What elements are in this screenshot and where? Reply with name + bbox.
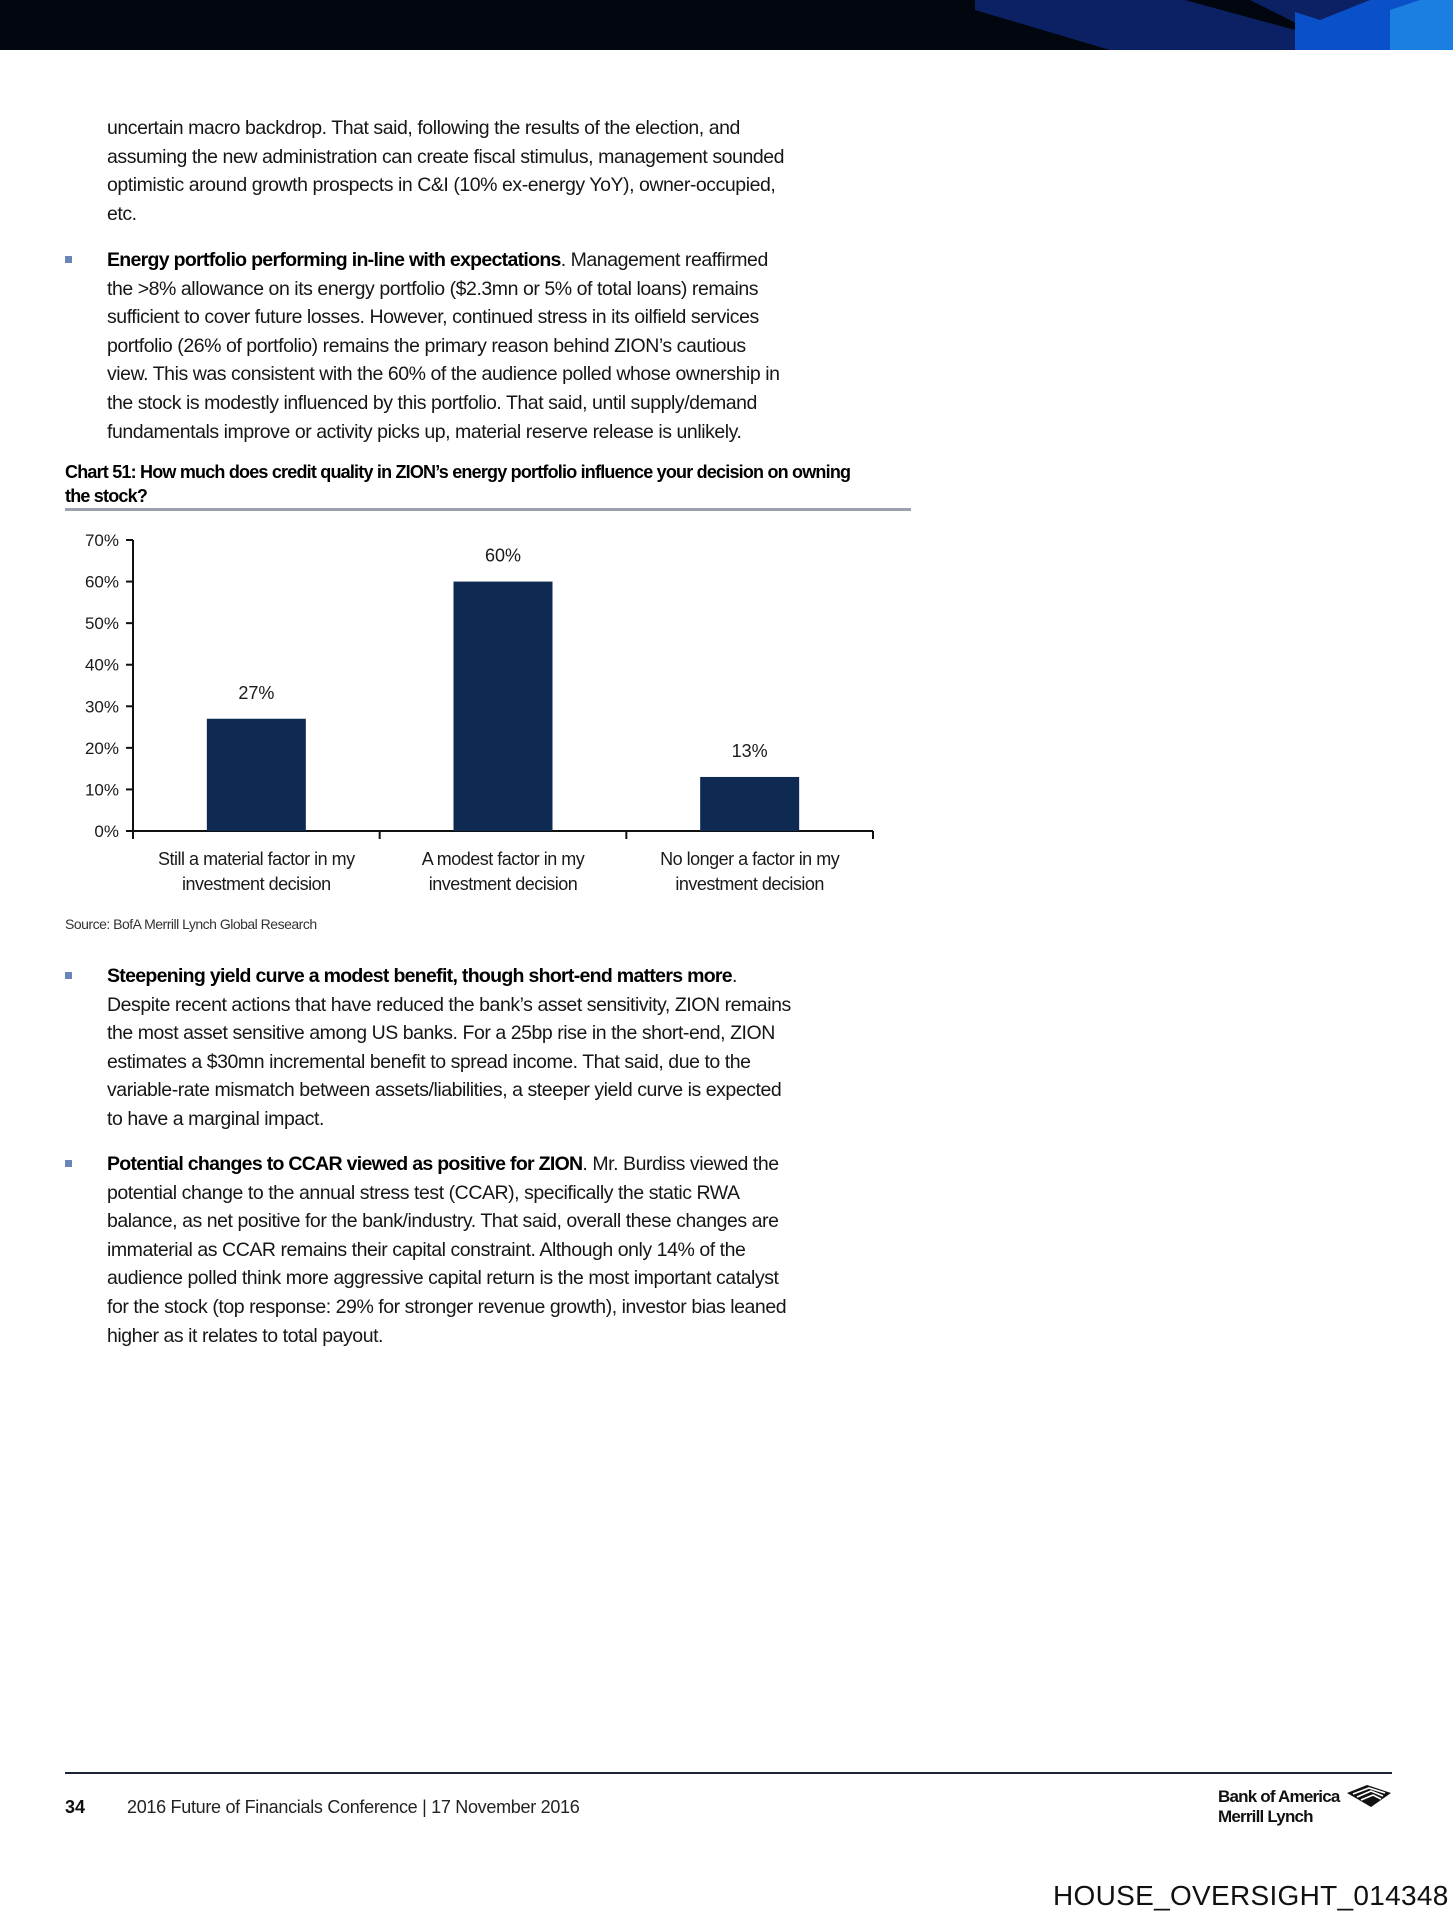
intro-line: etc. [107, 202, 137, 225]
bofa-merrill-logo [1218, 1787, 1340, 1827]
bofa-flag-icon [1345, 1783, 1393, 1809]
y-tick-label: 20% [84, 738, 119, 758]
x-category-label: investment decision [428, 874, 578, 894]
y-tick-label: 0% [94, 822, 119, 841]
x-category-label: investment decision [182, 874, 331, 894]
bullet-line: variable-rate mismatch between assets/liabilities, a steeper yield curve is expected [107, 1079, 782, 1102]
chart-title [65, 460, 915, 508]
bullet-line: immaterial as CCAR remains their capital constraint. Although only 14% of the [107, 1238, 746, 1261]
bullet-line: portfolio (26% of portfolio) remains the primary reason behind ZION’s cautious [107, 334, 746, 357]
y-tick-label: 40% [84, 655, 119, 675]
y-tick-label: 50% [84, 614, 119, 634]
bullet-line: sufficient to cover future losses. However, continued stress in its oilfield services [107, 306, 759, 329]
y-tick-label: 60% [84, 572, 119, 592]
bullet-line: the most asset sensitive among US banks. For a 25bp rise in the short-end, ZION [107, 1022, 775, 1045]
footer-conference-text: 2016 Future of Financials Conference | 17 November 2016 [127, 1797, 580, 1817]
chart-source: Source: BofA Merrill Lynch Global Research [65, 916, 317, 932]
chart-title-rule [65, 508, 911, 511]
bates-number: HOUSE_OVERSIGHT_014348 [1053, 1880, 1449, 1911]
x-category-label: Still a material factor in my [158, 849, 355, 869]
bullet-line: to have a marginal impact. [107, 1107, 324, 1130]
bullet-square-icon [65, 972, 72, 979]
bullet-heading: Energy portfolio performing in-line with expectations [107, 249, 561, 271]
bullet-line: . Management reaffirmed [560, 249, 768, 271]
bar-chart [55, 520, 935, 900]
y-tick-label: 70% [84, 531, 119, 550]
data-label: 27% [238, 682, 275, 703]
bullet-square-icon [65, 1160, 72, 1167]
x-category-label: investment decision [675, 874, 824, 894]
bullet-line: Despite recent actions that have reduced the bank’s asset sensitivity, ZION remains [107, 993, 791, 1016]
bar [700, 777, 799, 831]
bullet-line: potential change to the annual stress test (CCAR), specifically the static RWA [107, 1181, 740, 1204]
y-tick-label: 10% [84, 780, 119, 800]
bullet-line: . Mr. Burdiss viewed the [582, 1153, 779, 1175]
x-category-label: No longer a factor in my [660, 849, 840, 869]
data-label: 13% [731, 740, 768, 761]
bullet-line: estimates a $30mn incremental benefit to spread income. That said, due to the [107, 1050, 751, 1073]
bullet-heading: Steepening yield curve a modest benefit, though short-end matters more [107, 965, 732, 987]
bullet-line: view. This was consistent with the 60% of the audience polled whose ownership in [107, 363, 780, 386]
bullet-line: . [731, 965, 737, 987]
bullet-line: the >8% allowance on its energy portfolio ($2.3mn or 5% of total loans) remains [107, 277, 759, 300]
bullet-line: fundamentals improve or activity picks up, material reserve release is unlikely. [107, 420, 742, 443]
intro-line: optimistic around growth prospects in C&I (10% ex-energy YoY), owner-occupied, [107, 174, 776, 197]
bullet-line: the stock is modestly influenced by this portfolio. That said, until supply/demand [107, 391, 757, 414]
page-number: 34 [65, 1797, 86, 1817]
intro-paragraph [107, 114, 907, 228]
x-category-label: A modest factor in my [421, 849, 585, 869]
bar [207, 719, 306, 831]
bullet-line: higher as it relates to total payout. [107, 1324, 384, 1347]
bullet-line: for the stock (top response: 29% for stronger revenue growth), investor bias leaned [107, 1295, 787, 1318]
chart-title-line: the stock? [65, 486, 148, 506]
banner-graphic [0, 0, 1453, 50]
y-tick-label: 30% [84, 697, 119, 717]
bullet-text [107, 246, 927, 446]
intro-line: uncertain macro backdrop. That said, following the results of the election, and [107, 117, 740, 139]
logo-line1: Bank of America [1218, 1787, 1340, 1806]
bullet-line: balance, as net positive for the bank/industry. That said, overall these changes are [107, 1210, 779, 1233]
logo-line2: Merrill Lynch [1218, 1807, 1313, 1826]
bullet-line: audience polled think more aggressive capital return is the most important catalyst [107, 1267, 779, 1290]
top-banner [0, 0, 1453, 50]
footer-rule [65, 1772, 1392, 1774]
chart-title-line: Chart 51: How much does credit quality in ZION’s energy portfolio influence your decision on owning [65, 462, 851, 482]
bar [454, 582, 553, 831]
data-label: 60% [484, 545, 522, 566]
bullet-text [107, 1150, 927, 1350]
bullet-text [107, 962, 927, 1134]
bullet-square-icon [65, 256, 72, 263]
intro-line: assuming the new administration can create fiscal stimulus, management sounded [107, 145, 785, 168]
bullet-heading: Potential changes to CCAR viewed as positive for ZION [107, 1153, 583, 1175]
